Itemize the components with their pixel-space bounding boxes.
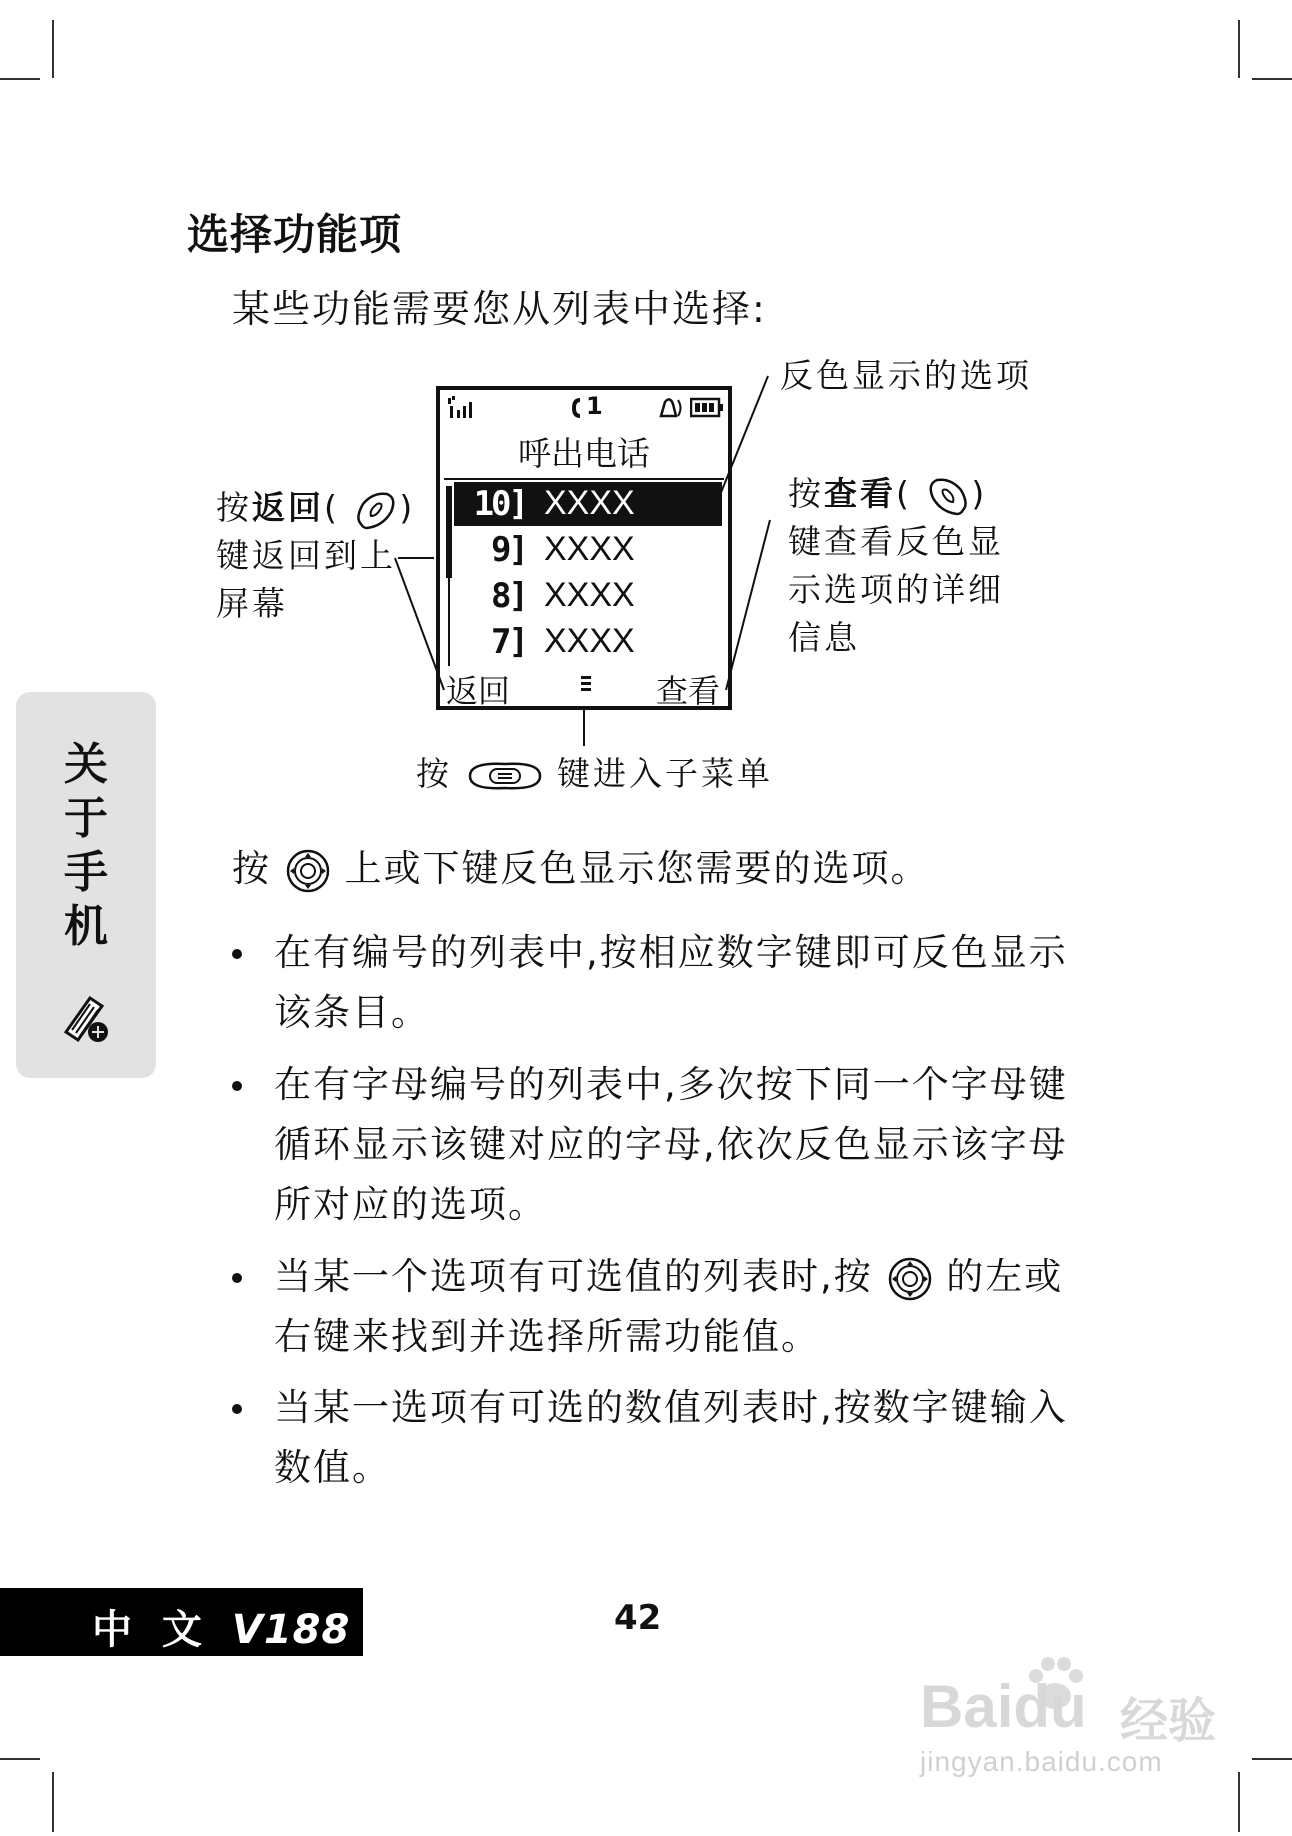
callout-back [216,484,446,628]
softkey-view[interactable]: 查看 [655,672,720,710]
bullet-dot [232,1273,242,1283]
crop-mark [0,1758,40,1760]
callout-view-line3: 示选项的详细 [788,570,1004,609]
screen-title: 呼出电话 [518,434,650,473]
bullet-item [232,1247,1092,1367]
bullet-item [232,1378,1092,1498]
callout-back-line3: 屏幕 [216,584,288,623]
list-item-number: 7] [491,622,526,662]
bullet-dot [232,1081,242,1091]
bullet-dot [232,1404,242,1414]
left-softkey-icon [353,490,399,530]
callout-view-line1: 按查看( ) [788,470,1048,518]
list-item-text: XXXX [544,576,635,614]
list-item-number: 8] [491,576,526,616]
callout-lines [0,0,1292,820]
bullet-item [232,1055,1092,1235]
callout-highlight: 反色显示的选项 [780,356,1032,395]
callout-view-line4: 信息 [788,618,860,657]
watermark-brand: Baidu [920,1673,1087,1740]
view-key-label: 查看 [824,474,896,513]
list-item-number: 10] [473,484,526,524]
nav-key-icon [285,848,331,894]
nav-key-icon [887,1256,933,1302]
menu-key-icon [466,758,544,794]
bullet-item [232,923,1092,1043]
list-item-number: 9] [491,530,526,570]
page-number: 42 [614,1598,662,1638]
watermark-url: jingyan.baidu.com [920,1746,1163,1777]
callout-back-line2: 键返回到上 [216,536,396,575]
list-item-text: XXXX [544,622,635,660]
callout-view [788,470,1048,662]
bullet-text: 在有字母编号的列表中,多次按下同一个字母键循环显示该键对应的字母,依次反色显示该字母所对应的选项。 [274,1063,1068,1226]
line-indicator: 1 [586,392,603,420]
footer-label: 中 文 V188 [92,1607,351,1653]
phone-icon [56,992,116,1048]
list-item-text: XXXX [544,530,635,568]
list-item-text: XXXX [544,484,635,522]
crop-mark [1238,1772,1240,1832]
callout-view-line2: 键查看反色显 [788,522,1004,561]
callout-menu: 按 键进入子菜单 [416,754,773,793]
crop-mark [1252,1758,1292,1760]
watermark [920,1650,1250,1780]
bullet-text: 当某一选项有可选的数值列表时,按数字键输入数值。 [274,1386,1068,1489]
footer-label-box [0,1588,363,1656]
side-tab-label: 关 于 手 机 [64,739,108,952]
right-softkey-icon [925,476,971,516]
intro-text: 某些功能需要您从列表中选择: [232,287,767,331]
footer-model: V188 [231,1607,351,1653]
bullet-text: 当某一个选项有可选值的列表时,按 的左或右键来找到并选择所需功能值。 [274,1255,1064,1358]
softkey-back[interactable]: 返回 [446,672,511,710]
side-tab [16,692,156,1078]
nav-paragraph: 按 上或下键反色显示您需要的选项。 [232,838,930,900]
crop-mark [52,1772,54,1832]
section-title: 选择功能项 [187,210,403,259]
bullet-text: 在有编号的列表中,按相应数字键即可反色显示该条目。 [274,931,1068,1034]
watermark-cn: 经验 [1120,1693,1217,1749]
callout-back-line1: 按返回( ) [216,484,446,532]
back-key-label: 返回 [252,488,324,527]
bullet-dot [232,949,242,959]
